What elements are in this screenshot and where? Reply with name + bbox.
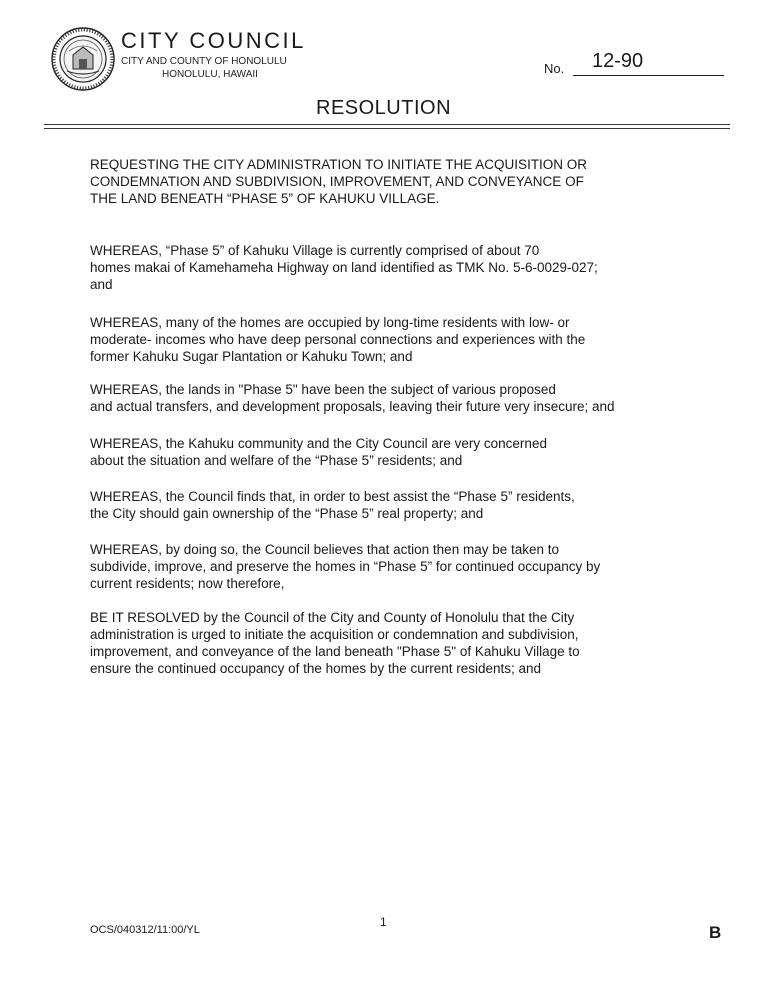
whereas-paragraph: WHEREAS, the Kahuku community and the City Council are very concerned about the situation and welfare of the “Phase 5” residents; and	[90, 436, 547, 468]
exhibit-mark: B	[709, 923, 722, 942]
council-subtitle-city: CITY AND COUNTY OF HONOLULU	[121, 56, 287, 67]
whereas-paragraph: WHEREAS, the lands in "Phase 5" have been the subject of various proposed and actual transfers, and development proposals, leaving their future very insecure; and	[90, 382, 615, 414]
whereas-paragraph: WHEREAS, by doing so, the Council believes that action then may be taken to subdivide, improve, and preserve the homes in “Phase 5” for continued occupancy by current residents; now therefore,	[90, 542, 601, 591]
council-title: CITY COUNCIL	[121, 28, 306, 53]
resolution-number-underline	[573, 75, 724, 76]
council-subtitle-location: HONOLULU, HAWAII	[162, 69, 258, 80]
whereas-paragraph: WHEREAS, “Phase 5” of Kahuku Village is currently comprised of about 70 homes makai of Kamehameha Highway on land identified as TMK No. 5-6-0029-027; and	[90, 243, 598, 292]
document-type-heading: RESOLUTION	[316, 97, 452, 119]
footer-reference-code: OCS/040312/11:00/YL	[90, 924, 200, 936]
header-divider-top	[44, 124, 730, 125]
resolution-number-label: No.	[544, 61, 565, 76]
whereas-paragraph: WHEREAS, the Council finds that, in order to best assist the “Phase 5” residents, the City should gain ownership of the “Phase 5” real property; and	[90, 489, 575, 521]
header-divider-bottom	[44, 128, 730, 129]
resolution-number-value: 12-90	[592, 50, 644, 72]
city-seal-icon	[51, 27, 115, 91]
resolution-title: REQUESTING THE CITY ADMINISTRATION TO INITIATE THE ACQUISITION OR CONDEMNATION AND SUBDIVISION, IMPROVEMENT, AND CONVEYANCE OF THE LAND BENEATH “PHASE 5” OF KAHUKU VILLAGE.	[90, 157, 588, 206]
resolved-paragraph: BE IT RESOLVED by the Council of the City and County of Honolulu that the City administration is urged to initiate the acquisition or condemnation and subdivision, improvement, and conveyance of the land beneath "Phase 5" of Kahuku Village to ensure the continued occupancy of the homes by the current residents; and	[90, 610, 580, 676]
whereas-paragraph: WHEREAS, many of the homes are occupied by long-time residents with low- or moderate- incomes who have deep personal connections and experiences with the former Kahuku Sugar Plantation or Kahuku Town; and	[90, 315, 586, 364]
page-number: 1	[380, 915, 387, 929]
